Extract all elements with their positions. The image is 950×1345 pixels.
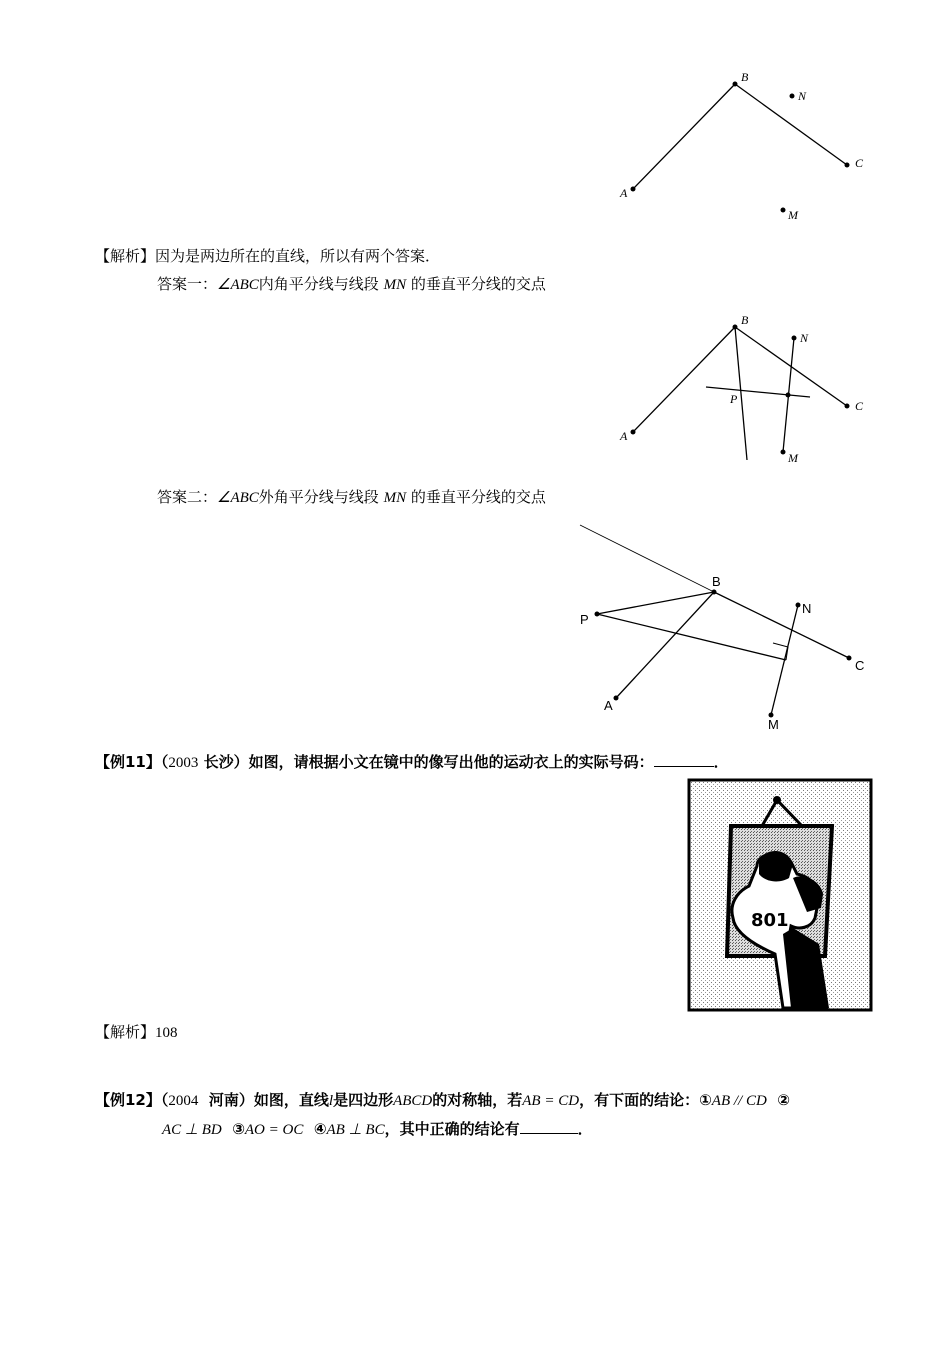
- analysis-text: 因为是两边所在的直线，所以有两个答案．: [155, 247, 441, 265]
- label-B: B: [712, 574, 721, 589]
- label-A: A: [620, 186, 628, 200]
- example-12-end: ．: [577, 1120, 593, 1138]
- answer-2-line: [157, 487, 546, 508]
- figure-2-inner-bisector: [610, 310, 870, 470]
- example-12-question-line-1: [95, 1090, 790, 1111]
- example-12-c4: AB ⊥ BC: [326, 1122, 385, 1138]
- example-12-year: 2004: [168, 1093, 199, 1109]
- mirror-picture: [687, 778, 873, 1012]
- example-11-answer: [95, 1022, 178, 1043]
- answer-2-prefix: 答案二：: [157, 488, 218, 506]
- example-11-end: ．: [713, 753, 729, 771]
- example-12-t2: 是四边形: [333, 1091, 394, 1109]
- example-12-abcd: ABCD: [393, 1093, 433, 1109]
- example-12-l: l: [328, 1093, 334, 1109]
- answer-2-angle: ∠ABC: [217, 490, 259, 506]
- example-12-c4n: ④: [313, 1120, 327, 1138]
- answer-blank[interactable]: [520, 1133, 578, 1134]
- example-12-t1: 如图，直线: [253, 1091, 329, 1109]
- answer-1-seg: MN: [383, 277, 407, 293]
- answer-1-mid: 内角平分线与线段: [258, 275, 379, 293]
- label-C: C: [855, 399, 864, 413]
- label-A: A: [620, 429, 628, 443]
- label-M: M: [768, 717, 779, 732]
- example-12-c2n: ②: [777, 1091, 790, 1109]
- answer-2-seg: MN: [383, 490, 407, 506]
- answer-value: 108: [155, 1025, 178, 1041]
- figure-3-outer-bisector: [570, 520, 880, 735]
- analysis-label: 【解析】: [95, 247, 156, 265]
- example-11-city: 长沙: [203, 753, 234, 771]
- label-N: N: [800, 331, 809, 345]
- label-C: C: [855, 156, 864, 170]
- example-11-question: [95, 752, 729, 773]
- label-B: B: [741, 70, 749, 84]
- label-B: B: [741, 313, 749, 327]
- example-12-source-open: （: [160, 1091, 169, 1109]
- answer-1-suffix: 的垂直平分线的交点: [410, 275, 546, 293]
- example-11-source-open: （: [160, 753, 169, 771]
- label-N: N: [802, 601, 812, 616]
- example-12-city: 河南: [208, 1091, 239, 1109]
- label-C: C: [855, 658, 865, 673]
- answer-2-suffix: 的垂直平分线的交点: [410, 488, 546, 506]
- answer-2-mid: 外角平分线与线段: [258, 488, 379, 506]
- answer-1-angle: ∠ABC: [217, 277, 259, 293]
- analysis-1-line: [95, 246, 440, 266]
- example-11-source-close: ）: [233, 753, 249, 771]
- example-11-label: 【例11】: [95, 753, 161, 771]
- example-12-t4: ，有下面的结论：: [579, 1091, 700, 1109]
- example-11-text: 如图，请根据小文在镜中的像写出他的运动衣上的实际号码：: [248, 753, 654, 771]
- answer-1-line: [157, 274, 546, 295]
- label-A: A: [604, 698, 613, 713]
- example-11-year: 2003: [168, 755, 199, 771]
- figure-1-points: [610, 65, 870, 230]
- label-P: P: [730, 392, 738, 406]
- label-M: M: [788, 451, 798, 465]
- answer-blank[interactable]: [654, 766, 714, 767]
- example-12-c2: AC ⊥ BD: [162, 1122, 222, 1138]
- example-12-c3n: ③: [232, 1120, 245, 1138]
- answer-1-prefix: 答案一：: [157, 275, 218, 293]
- example-12-t5: ，其中正确的结论有: [384, 1120, 520, 1138]
- jersey-number-mirrored: 801: [751, 910, 789, 931]
- label-P: P: [580, 612, 589, 627]
- example-12-source-close: ）: [238, 1091, 254, 1109]
- example-12-label: 【例12】: [95, 1091, 161, 1109]
- label-M: M: [788, 208, 798, 222]
- example-12-c1: AB // CD: [711, 1093, 767, 1109]
- label-N: N: [798, 89, 807, 103]
- example-12-t3: 的对称轴，若: [432, 1091, 523, 1109]
- example-12-question-line-2: [162, 1119, 593, 1140]
- example-12-c1n: ①: [699, 1091, 712, 1109]
- example-12-eq1: AB = CD: [522, 1093, 580, 1109]
- example-12-c3: AO = OC: [244, 1122, 304, 1138]
- answer-label: 【解析】: [95, 1023, 156, 1041]
